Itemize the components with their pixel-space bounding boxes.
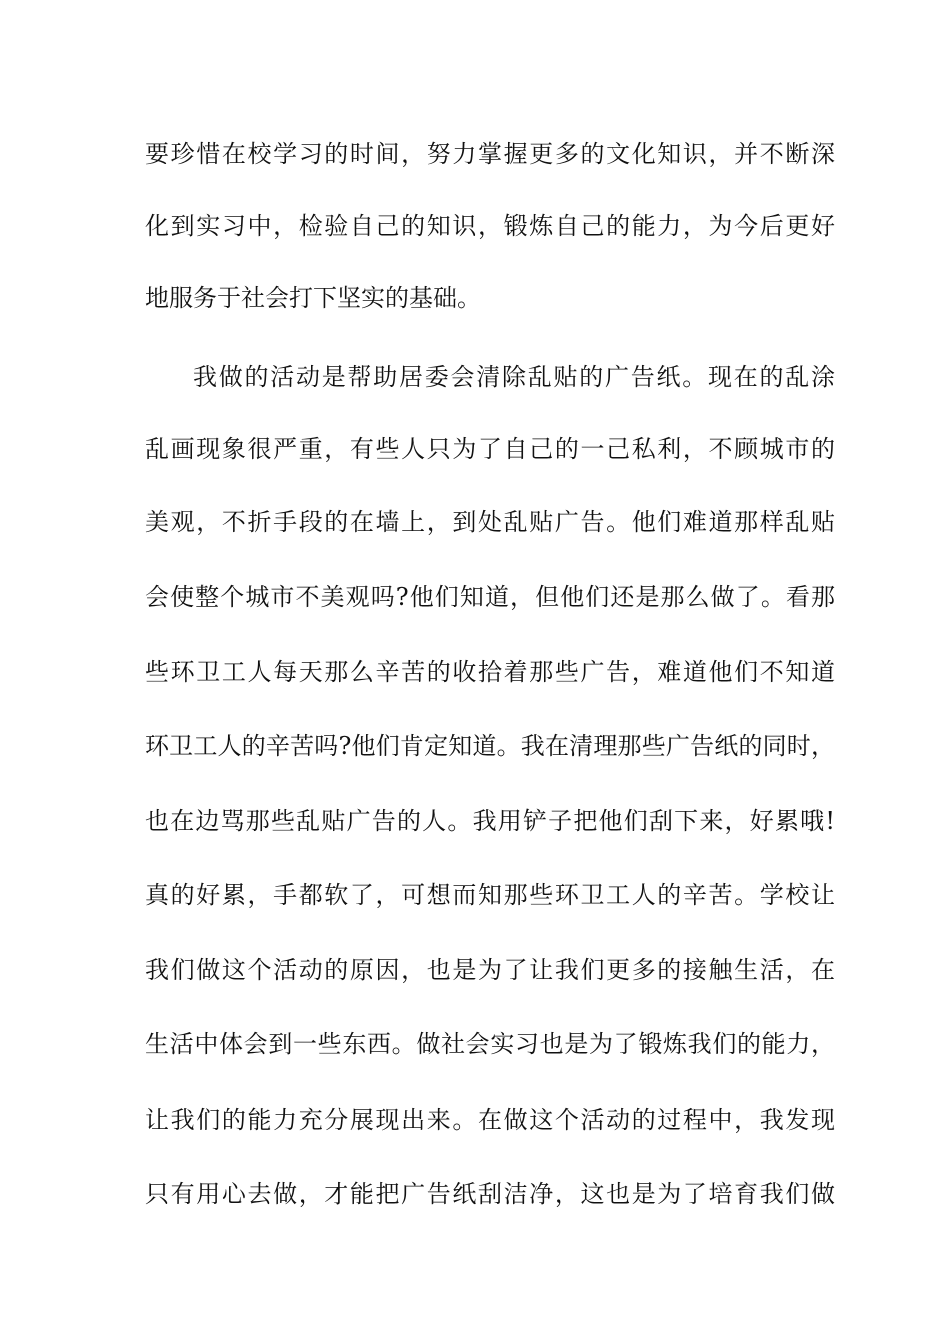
text-line-4: 我做的活动是帮助居委会清除乱贴的广告纸。现在的乱涂 bbox=[193, 363, 835, 391]
text-line-11: 真的好累，手都软了，可想而知那些环卫工人的辛苦。学校让 bbox=[145, 881, 835, 909]
text-line-15: 只有用心去做，才能把广告纸刮洁净，这也是为了培育我们做 bbox=[145, 1180, 835, 1208]
text-line-8: 些环卫工人每天那么辛苦的收拾着那些广告，难道他们不知道 bbox=[145, 658, 835, 686]
text-line-9: 环卫工人的辛苦吗?他们肯定知道。我在清理那些广告纸的同时， bbox=[145, 732, 835, 760]
text-line-2: 化到实习中，检验自己的知识，锻炼自己的能力，为今后更好 bbox=[145, 212, 835, 240]
text-line-6: 美观，不折手段的在墙上，到处乱贴广告。他们难道那样乱贴 bbox=[145, 508, 835, 536]
text-line-12: 我们做这个活动的原因，也是为了让我们更多的接触生活，在 bbox=[145, 956, 835, 984]
text-line-10: 也在边骂那些乱贴广告的人。我用铲子把他们刮下来，好累哦! bbox=[145, 807, 835, 835]
text-line-14: 让我们的能力充分展现出来。在做这个活动的过程中，我发现 bbox=[145, 1106, 835, 1134]
text-line-5: 乱画现象很严重，有些人只为了自己的一己私利，不顾城市的 bbox=[145, 435, 835, 463]
text-line-13: 生活中体会到一些东西。做社会实习也是为了锻炼我们的能力， bbox=[145, 1030, 835, 1058]
text-line-1: 要珍惜在校学习的时间，努力掌握更多的文化知识，并不断深 bbox=[145, 140, 835, 168]
text-line-7: 会使整个城市不美观吗?他们知道，但他们还是那么做了。看那 bbox=[145, 583, 835, 611]
text-line-3: 地服务于社会打下坚实的基础。 bbox=[145, 284, 481, 312]
